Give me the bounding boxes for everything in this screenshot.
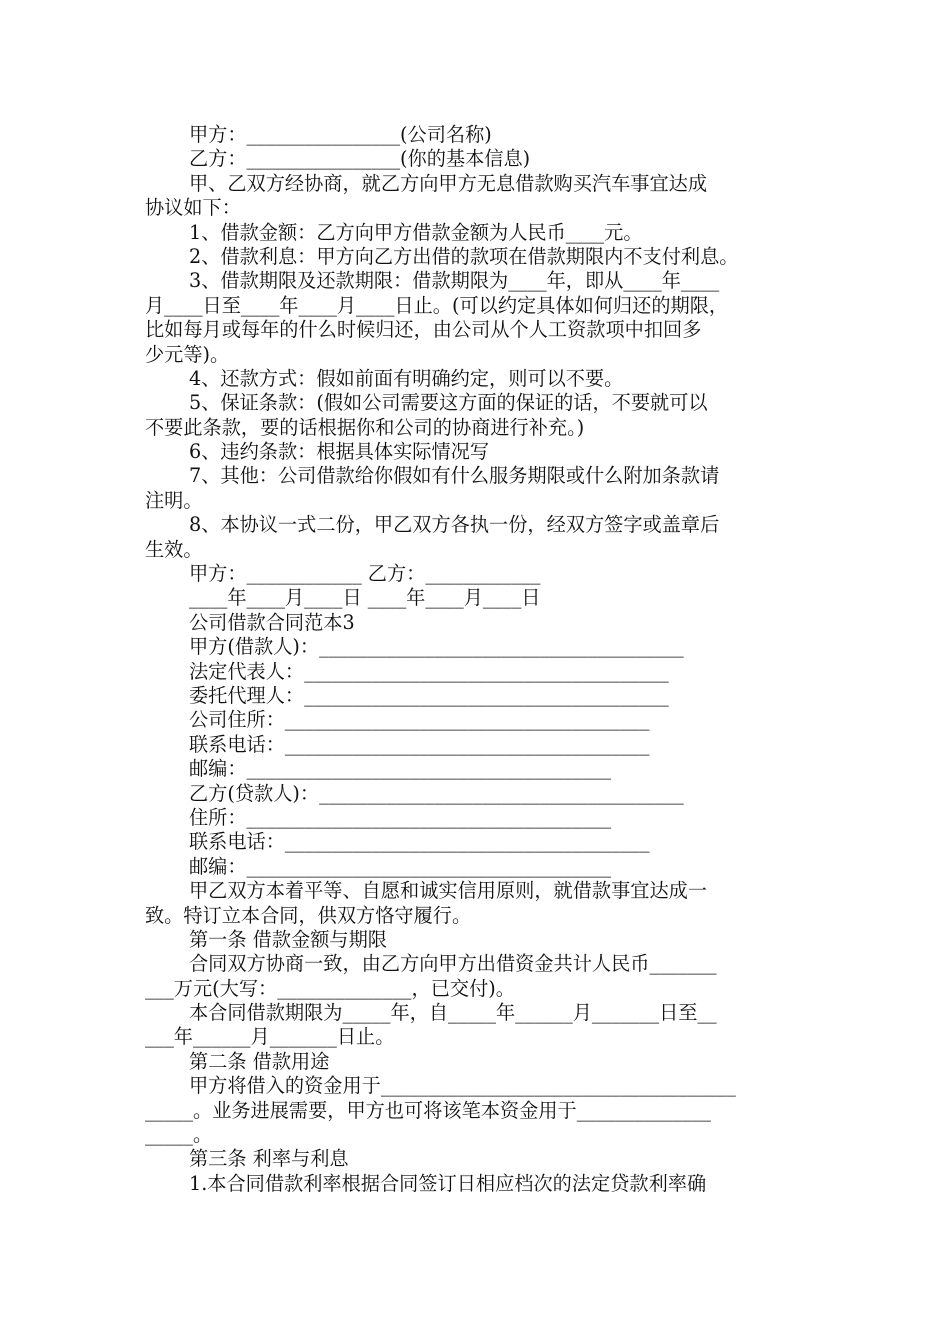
document-line: 比如每月或每年的什么时候归还，由公司从个人工资款项中扣回多 xyxy=(145,318,702,342)
document-line: 生效。 xyxy=(145,537,203,561)
document-line: ___年______月_______日止。 xyxy=(145,1025,395,1049)
document-line: 第二条 借款用途 xyxy=(189,1049,330,1073)
document-line: 甲方(借款人)：______________________________________ xyxy=(189,635,684,659)
document-line: 7、其他：公司借款给你假如有什么服务期限或什么附加条款请 xyxy=(189,464,720,488)
document-line: _____。 xyxy=(145,1123,213,1147)
document-line: 乙方(贷款人)：______________________________________ xyxy=(189,781,684,805)
document-line: ____年____月____日 ____年____月____日 xyxy=(189,586,541,610)
document-line: 本合同借款期限为_____年，自_____年______月_______日至__ xyxy=(189,1001,717,1025)
document-line: 法定代表人：______________________________________ xyxy=(189,659,669,683)
document-line: 甲方：____________ 乙方：____________ xyxy=(189,562,541,586)
document-line: 少元等)。 xyxy=(145,342,230,366)
document-line: 1.本合同借款利率根据合同签订日相应档次的法定贷款利率确 xyxy=(189,1171,707,1195)
document-page xyxy=(145,123,815,1196)
document-line: 委托代理人：______________________________________ xyxy=(189,683,669,707)
document-line: 第一条 借款金额与期限 xyxy=(189,927,387,951)
document-line: 甲乙双方本着平等、自愿和诚实信用原则，就借款事宜达成一 xyxy=(189,879,708,903)
document-line: 合同双方协商一致，由乙方向甲方出借资金共计人民币_______ xyxy=(189,952,717,976)
document-line: 住所：______________________________________ xyxy=(189,805,612,829)
document-line: 4、还款方式：假如前面有明确约定，则可以不要。 xyxy=(189,366,624,390)
document-line: 1、借款金额：乙方向甲方借款金额为人民币____元。 xyxy=(189,220,643,244)
document-line: 协议如下： xyxy=(145,196,241,220)
document-line: 5、保证条款：(假如公司需要这方面的保证的话，不要就可以 xyxy=(189,391,708,415)
document-line: 公司住所：______________________________________ xyxy=(189,708,650,732)
document-line: 邮编：______________________________________ xyxy=(189,757,612,781)
document-line: 邮编：______________________________________ xyxy=(189,854,612,878)
document-line: 致。特订立本合同，供双方恪守履行。 xyxy=(145,903,472,927)
document-line: 联系电话：______________________________________ xyxy=(189,830,650,854)
document-line: _____。业务进展需要，甲方也可将该笔本资金用于______________ xyxy=(145,1098,712,1122)
document-line: ___万元(大写：______________，已交付)。 xyxy=(145,976,515,1000)
document-line: 注明。 xyxy=(145,488,203,512)
document-line: 不要此条款，要的话根据你和公司的协商进行补充。) xyxy=(145,415,585,439)
document-line: 6、违约条款：根据具体实际情况写 xyxy=(189,440,490,464)
document-line: 甲方：________________(公司名称) xyxy=(189,123,492,146)
document-line: 甲方将借入的资金用于_____________________________________ xyxy=(189,1074,736,1098)
document-line: 8、本协议一式二份，甲乙双方各执一份，经双方签字或盖章后 xyxy=(189,513,720,537)
document-line: 3、借款期限及还款期限：借款期限为____年，即从____年____ xyxy=(189,269,720,293)
document-line: 月____日至____年____月____日止。(可以约定具体如何归还的期限， xyxy=(145,293,729,317)
document-line: 联系电话：______________________________________ xyxy=(189,732,650,756)
document-line: 2、借款利息：甲方向乙方出借的款项在借款期限内不支付利息。 xyxy=(189,244,739,268)
document-line: 甲、乙双方经协商，就乙方向甲方无息借款购买汽车事宜达成 xyxy=(189,171,708,195)
document-line: 公司借款合同范本3 xyxy=(189,610,355,634)
document-line: 第三条 利率与利息 xyxy=(189,1147,349,1171)
document-line: 乙方：________________(你的基本信息) xyxy=(189,147,531,171)
